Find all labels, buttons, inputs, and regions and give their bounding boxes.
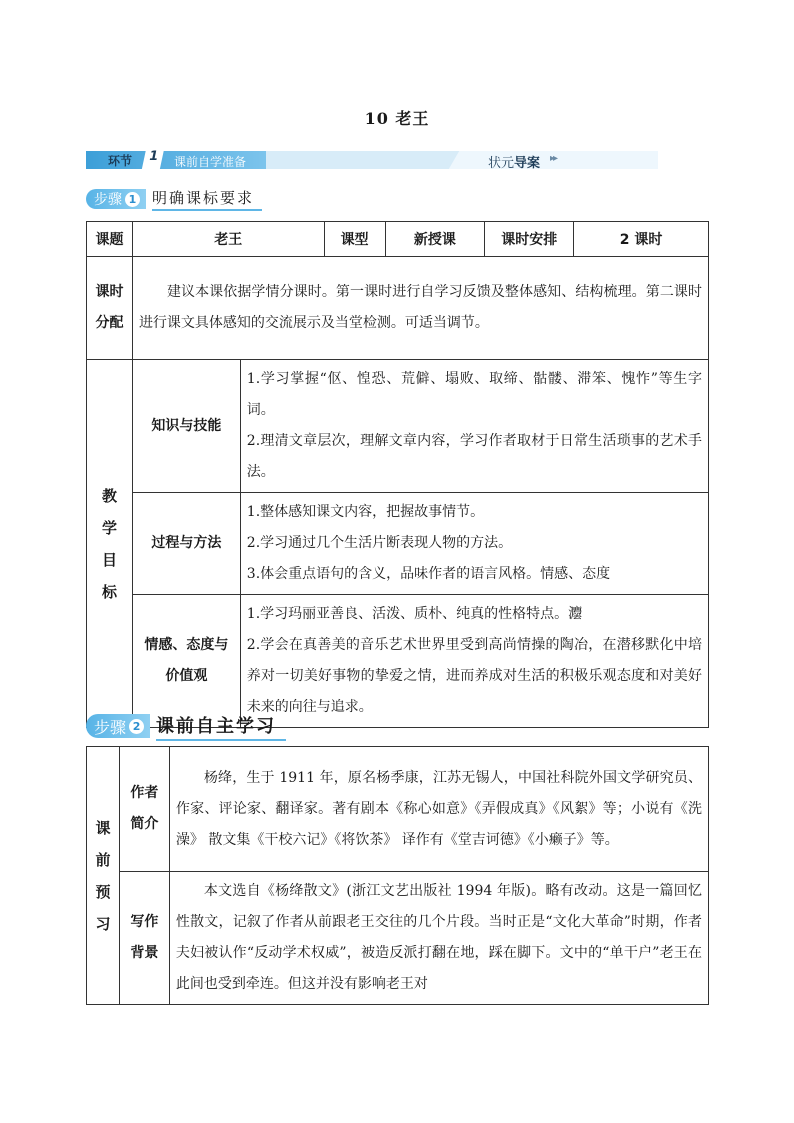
banner-left (86, 151, 266, 169)
banner-text: 课前自学准备 (174, 155, 247, 169)
section-banner (86, 151, 658, 169)
qinggan-text: 1.学习玛丽亚善良、活泼、质朴、纯真的性格特点。灋 2.学会在真善美的音乐艺术世界里受到高尚情操的陶冶，在潜移默化中培养对一切美好事物的挚爱之情，进而养成对生活的积极乐观态度和对美好未来的向往与追求。 (240, 595, 708, 728)
anpai-label: 课时安排 (485, 222, 574, 257)
preview-table (86, 746, 709, 1005)
keti-label: 课题 (87, 222, 133, 257)
keti-value: 老王 (132, 222, 324, 257)
step2-pill: 步骤 2 (86, 714, 150, 738)
goal-label: 教 学 目 标 (87, 360, 133, 728)
brand-logo: 状元导案 (488, 156, 541, 171)
step2-number-icon: 2 (129, 719, 144, 734)
guocheng-label: 过程与方法 (132, 493, 240, 595)
background-row (87, 872, 709, 1005)
preview-side-label: 课 前 预 习 (87, 747, 120, 1005)
guocheng-text: 1.整体感知课文内容，把握故事情节。 2.学习通过几个生活片断表现人物的方法。 3.体会重点语句的含义，品味作者的语言风格。情感、态度 (240, 493, 708, 595)
banner-huanjie: 环节 (108, 154, 133, 168)
anpai-value: 2 课时 (574, 222, 709, 257)
guocheng-row (87, 493, 709, 595)
zhishi-row (87, 360, 709, 493)
fenpei-row (87, 257, 709, 360)
header-row (87, 222, 709, 257)
kexing-value: 新授课 (385, 222, 485, 257)
fenpei-text: 建议本课依据学情分课时。第一课时进行自学习反馈及整体感知、结构梳理。第二课时进行课文具体感知的交流展示及当堂检测。可适当调节。 (132, 257, 708, 360)
step1-label: 明确课标要求 (152, 187, 262, 211)
course-info-table (86, 221, 709, 728)
step1-number-icon: 1 (125, 192, 140, 207)
zhishi-label: 知识与技能 (132, 360, 240, 493)
author-row (87, 747, 709, 872)
step2-header (86, 714, 286, 738)
qinggan-label: 情感、态度与 价值观 (132, 595, 240, 728)
qinggan-row (87, 595, 709, 728)
author-text: 杨绛，生于 1911 年，原名杨季康，江苏无锡人，中国社科院外国文学研究员、作家、评论家、翻译家。著有剧本《称心如意》《弄假成真》《风絮》等；小说有《洗澡》 散文集《干校六记》《将饮茶》 译作有《堂吉诃德》《小癞子》等。 (169, 747, 708, 872)
background-text: 本文选自《杨绛散文》(浙江文艺出版社 1994 年版)。略有改动。这是一篇回忆性散文，记叙了作者从前跟老王交往的几个片段。当时正是“文化大革命”时期，作者夫妇被认作“反动学术权威”，被造反派打翻在地，踩在脚下。文中的“单干户”老王在此间也受到牵连。但这并没有影响老王对 (169, 872, 708, 1005)
step2-label: 课前自主学习 (156, 712, 286, 741)
zhishi-text: 1.学习掌握“伛、惶恐、荒僻、塌败、取缔、骷髅、滞笨、愧怍”等生字词。 2.理清文章层次，理解文章内容，学习作者取材于日常生活琐事的艺术手法。 (240, 360, 708, 493)
step1-header (86, 187, 262, 211)
step1-pill: 步骤 1 (86, 189, 146, 209)
author-label: 作者 简介 (119, 747, 169, 872)
background-label: 写作 背景 (119, 872, 169, 1005)
page-title: 10 老王 (364, 109, 430, 128)
arrow-icon: ▸▸ (550, 153, 557, 164)
banner-number: 1 (142, 149, 164, 169)
banner-brand (468, 151, 658, 169)
fenpei-label: 课时 分配 (87, 257, 133, 360)
kexing-label: 课型 (324, 222, 385, 257)
